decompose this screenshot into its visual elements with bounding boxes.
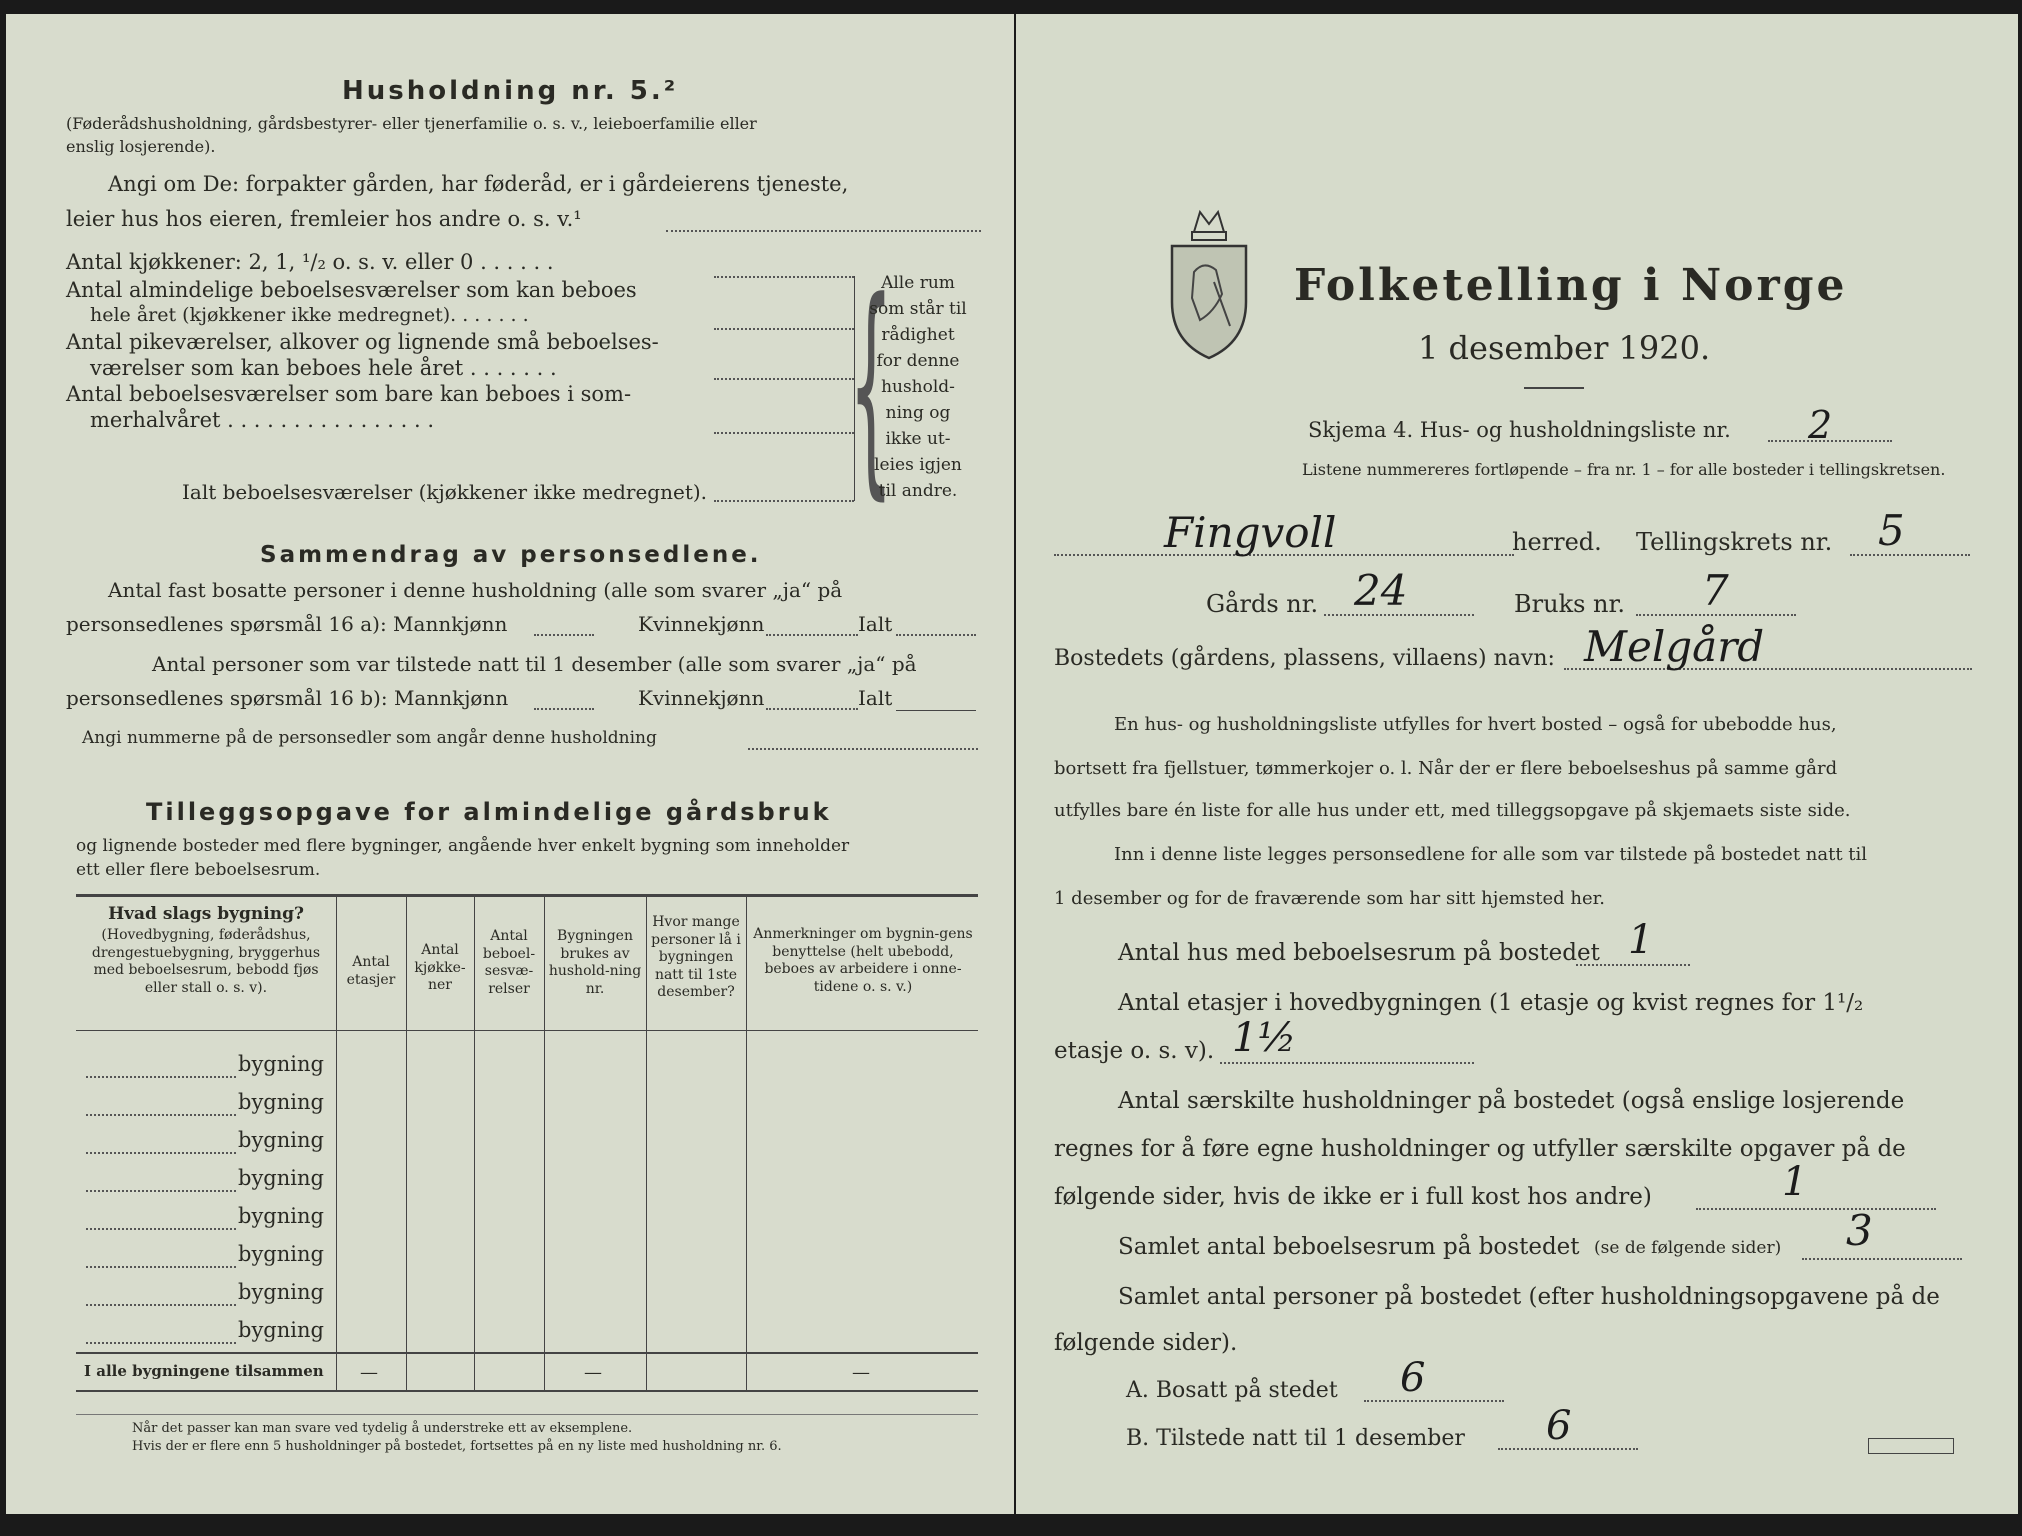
krets-label: Tellingskrets nr. <box>1636 528 1833 556</box>
sammendrag-ialt-2: Ialt <box>858 686 893 710</box>
q-hush-1: Antal særskilte husholdninger på bostedet (også enslige losjerende <box>1118 1088 1905 1114</box>
a-rum: 3 <box>1846 1206 1873 1255</box>
rooms-line-3: hele året (kjøkkener ikke medregnet). . . . . . . <box>90 304 529 326</box>
tillegg-title: Tilleggsopgave for almindelige gårdsbruk <box>146 798 832 826</box>
sammendrag-line-4: personsedlenes spørsmål 16 b): Mannkjønn <box>66 686 509 710</box>
th-husholdning: Bygningen brukes av hushold-ning nr. <box>548 928 642 997</box>
b-label: B. Tilstede natt til 1 desember <box>1126 1426 1465 1451</box>
skjema-label: Skjema 4. Hus- og husholdningsliste nr. <box>1308 418 1731 442</box>
a-etasjer: 1½ <box>1232 1015 1297 1061</box>
brace: { <box>849 253 893 520</box>
footnote-1: Når det passer kan man svare ved tydelig å understreke ett av eksemplene. <box>132 1421 633 1436</box>
household-note-1: (Føderådshusholdning, gårdsbestyrer- eller tjenerfamilie o. s. v., leieboerfamilie eller <box>66 114 757 133</box>
sammendrag-ialt-1: Ialt <box>858 612 893 636</box>
row-label: bygning <box>238 1318 324 1342</box>
row-label: bygning <box>238 1052 324 1076</box>
krets-value: 5 <box>1878 506 1905 555</box>
q-etasjer-1: Antal etasjer i hovedbygningen (1 etasje og kvist regnes for 1¹/₂ <box>1118 990 1864 1016</box>
total-dash-2: — <box>584 1362 602 1383</box>
row-label: bygning <box>238 1280 324 1304</box>
q-rum-note: (se de følgende sider) <box>1594 1238 1782 1258</box>
instructions-1: En hus- og husholdningsliste utfylles for hvert bosted – også for ubebodde hus, <box>1114 714 1837 735</box>
total-dash-1: — <box>360 1362 378 1383</box>
printer-stamp <box>1868 1438 1954 1454</box>
tillegg-note-2: ett eller flere beboelsesrum. <box>76 860 321 880</box>
total-label: I alle bygningene tilsammen <box>84 1362 324 1380</box>
th-personer: Hvor mange personer lå i bygningen natt til 1ste desember? <box>651 914 741 1000</box>
gards-label: Gårds nr. <box>1206 590 1319 618</box>
rooms-line-6: Antal beboelsesværelser som bare kan beboes i som- <box>66 382 632 406</box>
side-note: Alle rum som står til rådighet for denne hushold- ning og ikke ut- leies igjen til andre. <box>869 273 967 501</box>
tillegg-note-1: og lignende bosteder med flere bygninger, angående hver enkelt bygning som inneholder <box>76 836 850 856</box>
instructions-4: Inn i denne liste legges personsedlene for alle som var tilstede på bostedet natt til <box>1114 844 1868 865</box>
herred-label: herred. <box>1512 528 1602 556</box>
bruks-label: Bruks nr. <box>1514 590 1625 618</box>
q-hus: Antal hus med beboelsesrum på bostedet <box>1118 940 1600 966</box>
rooms-line-1: Antal kjøkkener: 2, 1, ¹/₂ o. s. v. eller 0 . . . . . . <box>66 250 554 274</box>
angi-line-1: Angi om De: forpakter gården, har føderåd, er i gårdeierens tjeneste, <box>108 172 849 196</box>
q-pers-2: følgende sider). <box>1054 1330 1238 1356</box>
a-label: A. Bosatt på stedet <box>1126 1378 1338 1403</box>
th-building: Hvad slags bygning? (Hovedbygning, føderådshus, drengestuebygning, bryggerhus med beboelsesrum, bebodd fjøs eller stall o. s. v). <box>91 904 321 996</box>
th-beboelsesvaerelser: Antal beboel-sesvæ-relser <box>482 928 536 997</box>
row-label: bygning <box>238 1090 324 1114</box>
census-date: 1 desember 1920. <box>1418 329 1711 367</box>
household-note-2: enslig losjerende). <box>66 137 216 156</box>
ialt-rooms: Ialt beboelsesværelser (kjøkkener ikke medregnet). <box>182 480 708 504</box>
instructions-3: utfylles bare én liste for alle hus under ett, med tilleggsopgave på skjemaets siste side. <box>1054 800 1851 821</box>
row-label: bygning <box>238 1166 324 1190</box>
a-hush: 1 <box>1782 1159 1808 1205</box>
rooms-line-4: Antal pikeværelser, alkover og lignende små beboelses- <box>66 330 659 354</box>
a-hus: 1 <box>1628 917 1654 963</box>
a-value: 6 <box>1400 1355 1426 1401</box>
right-page <box>1016 14 2018 1514</box>
footnote-2: Hvis der er flere enn 5 husholdninger på bostedet, fortsettes på en ny liste med husholdning nr. 6. <box>132 1439 782 1454</box>
sammendrag-line-3: Antal personer som var tilstede natt til 1 desember (alle som svarer „ja“ på <box>152 652 917 676</box>
sammendrag-line-1: Antal fast bosatte personer i denne husholdning (alle som svarer „ja“ på <box>108 578 843 602</box>
coat-of-arms-icon <box>1164 202 1254 362</box>
bosted-value: Melgård <box>1584 622 1765 671</box>
rooms-line-2: Antal almindelige beboelsesværelser som kan beboes <box>66 278 637 302</box>
instructions-2: bortsett fra fjellstuer, tømmerkojer o. l. Når der er flere beboelseshus på samme gård <box>1054 758 1838 779</box>
q-hush-2: regnes for å føre egne husholdninger og utfyller særskilte opgaver på de <box>1054 1136 1906 1162</box>
bruks-value: 7 <box>1702 566 1729 615</box>
herred-value: Fingvoll <box>1164 508 1337 557</box>
th-kjokkener: Antal kjøkke-ner <box>414 942 466 993</box>
household-heading: Husholdning nr. 5.² <box>342 76 679 106</box>
sammendrag-line-5: Angi nummerne på de personsedler som angår denne husholdning <box>82 728 657 748</box>
gards-value: 24 <box>1354 566 1408 615</box>
rooms-line-5: værelser som kan beboes hele året . . . . . . . <box>90 356 557 380</box>
q-rum: Samlet antal beboelsesrum på bostedet <box>1118 1234 1580 1260</box>
census-title: Folketelling i Norge <box>1294 260 1848 311</box>
row-label: bygning <box>238 1204 324 1228</box>
listene-note: Listene nummereres fortløpende – fra nr. 1 – for alle bosteder i tellingskretsen. <box>1302 460 1946 479</box>
row-label: bygning <box>238 1128 324 1152</box>
b-value: 6 <box>1546 1403 1572 1449</box>
th-anmerkninger: Anmerkninger om bygnin-gens benyttelse (helt ubebodd, beboes av arbeidere i onne-tidene o. s. v.) <box>753 926 973 995</box>
left-page <box>6 14 1014 1514</box>
sammendrag-kvinne-2: Kvinnekjønn <box>638 686 765 710</box>
q-pers-1: Samlet antal personer på bostedet (efter husholdningsopgavene på de <box>1118 1284 1940 1310</box>
sammendrag-kvinne-1: Kvinnekjønn <box>638 612 765 636</box>
skjema-nr: 2 <box>1808 403 1833 447</box>
rooms-line-7: merhalvåret . . . . . . . . . . . . . . . . <box>90 408 435 432</box>
instructions-5: 1 desember og for de fraværende som har sitt hjemsted her. <box>1054 888 1605 909</box>
sammendrag-line-2: personsedlenes spørsmål 16 a): Mannkjønn <box>66 612 508 636</box>
q-etasjer-2: etasje o. s. v). <box>1054 1038 1215 1064</box>
row-label: bygning <box>238 1242 324 1266</box>
th-etasjer: Antal etasjer <box>346 954 396 988</box>
sammendrag-title: Sammendrag av personsedlene. <box>260 542 762 568</box>
angi-line-2: leier hus hos eieren, fremleier hos andre o. s. v.¹ <box>66 207 582 231</box>
bosted-label: Bostedets (gårdens, plassens, villaens) navn: <box>1054 646 1555 671</box>
q-hush-3: følgende sider, hvis de ikke er i full kost hos andre) <box>1054 1184 1652 1210</box>
total-dash-3: — <box>852 1362 870 1383</box>
